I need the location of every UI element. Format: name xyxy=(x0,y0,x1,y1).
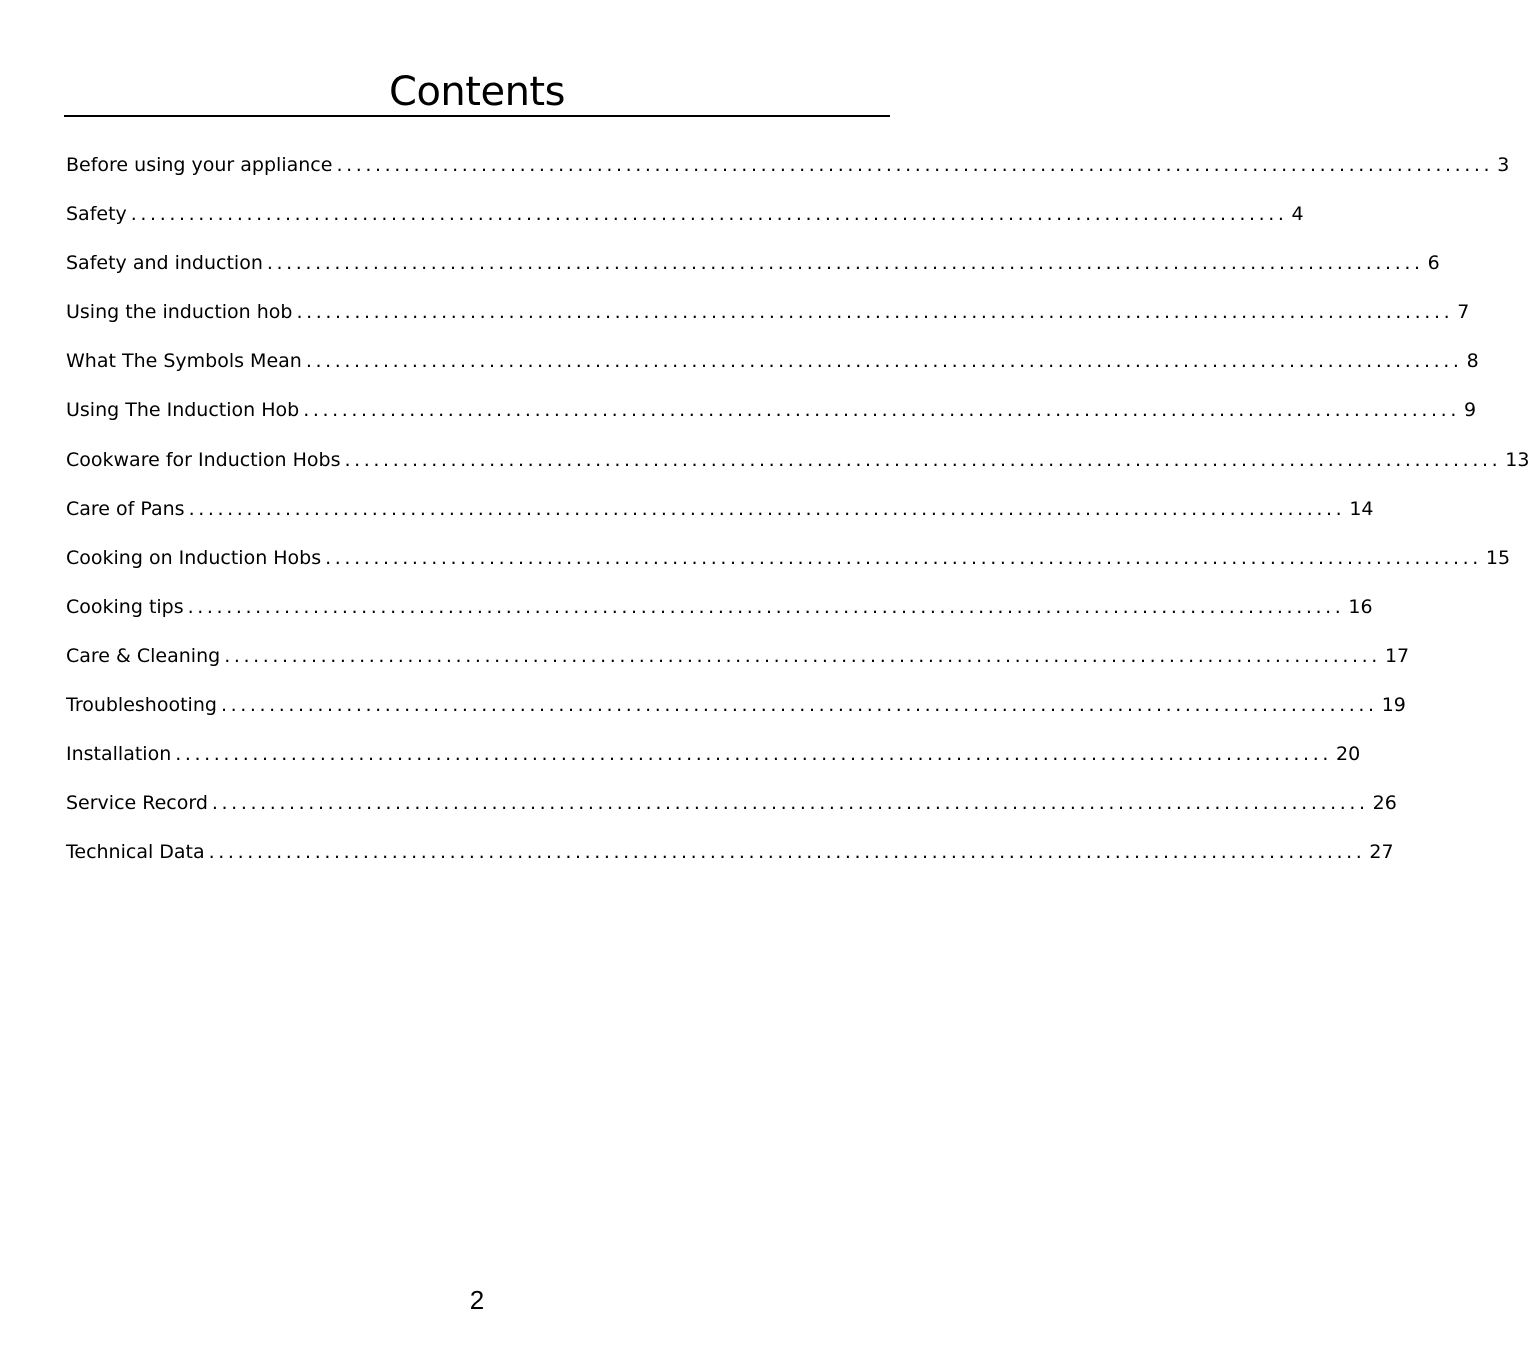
toc-entry-page: 4 xyxy=(1291,203,1304,226)
toc-entry-technical-data[interactable] xyxy=(66,837,1394,886)
dot-leader: ........................................................................................................................ xyxy=(208,841,1366,864)
dot-leader: ........................................................................................................................ xyxy=(344,448,1502,471)
toc-entry-label: Cookware for Induction Hobs xyxy=(66,448,341,471)
toc-entry-page: 13 xyxy=(1505,448,1529,471)
toc-entry-page: 17 xyxy=(1384,644,1410,667)
toc-entry-page: 19 xyxy=(1381,694,1406,717)
toc-entry-page: 15 xyxy=(1485,546,1511,569)
toc-entry-troubleshooting[interactable] xyxy=(66,690,1406,739)
toc-entry-page: 3 xyxy=(1497,154,1510,176)
dot-leader: ........................................................................................................................ xyxy=(220,694,1378,717)
toc-entry-label: Care of Pans xyxy=(66,497,185,520)
toc-entry-cooking-on-induction[interactable] xyxy=(66,543,1511,592)
toc-entry-using-induction-hob[interactable] xyxy=(66,297,1470,346)
toc-entry-label: Cooking tips xyxy=(66,595,184,618)
toc-entry-label: Safety and induction xyxy=(66,252,263,275)
page-number: 2 xyxy=(469,1285,485,1315)
toc-entry-page: 7 xyxy=(1457,301,1470,324)
toc-entry-page: 16 xyxy=(1348,595,1373,618)
dot-leader: ........................................................................................................................ xyxy=(130,203,1288,226)
toc-entry-label: What The Symbols Mean xyxy=(66,350,302,373)
toc-entry-safety-and-induction[interactable] xyxy=(66,248,1440,297)
dot-leader: ........................................................................................................................ xyxy=(305,350,1463,373)
dot-leader: ........................................................................................................................ xyxy=(187,595,1345,618)
dot-leader: ........................................................................................................................ xyxy=(336,154,1494,176)
dot-leader: ........................................................................................................................ xyxy=(266,252,1424,275)
toc-entry-label: Care & Cleaning xyxy=(66,644,221,667)
toc-entry-cooking-tips[interactable] xyxy=(66,592,1373,641)
toc-entry-care-cleaning[interactable] xyxy=(66,641,1410,690)
toc-entry-care-of-pans[interactable] xyxy=(66,494,1374,543)
toc-entry-service-record[interactable] xyxy=(66,788,1397,837)
toc-entry-label: Before using your appliance xyxy=(66,154,333,176)
toc-entry-page: 8 xyxy=(1466,350,1479,373)
dot-leader: ........................................................................................................................ xyxy=(188,497,1346,520)
toc-entry-label: Using the induction hob xyxy=(66,301,293,324)
toc-entry-page: 26 xyxy=(1372,792,1397,815)
toc-entry-label: Troubleshooting xyxy=(66,694,217,717)
dot-leader: ........................................................................................................................ xyxy=(175,743,1332,766)
dot-leader: ........................................................................................................................ xyxy=(224,644,1381,667)
toc-entry-page: 9 xyxy=(1463,399,1477,422)
toc-entry-installation[interactable] xyxy=(66,739,1361,788)
toc-entry-page: 20 xyxy=(1335,743,1361,766)
dot-leader: ........................................................................................................................ xyxy=(303,399,1460,422)
dot-leader: ........................................................................................................................ xyxy=(325,546,1482,569)
toc-entry-label: Cooking on Induction Hobs xyxy=(66,546,322,569)
table-of-contents xyxy=(66,150,1529,886)
toc-entry-label: Safety xyxy=(66,203,127,226)
dot-leader: ........................................................................................................................ xyxy=(211,792,1369,815)
title-underline xyxy=(64,115,890,117)
page-title: Contents xyxy=(389,69,565,115)
toc-entry-label: Installation xyxy=(66,743,172,766)
toc-entry-label: Using The Induction Hob xyxy=(66,399,300,422)
toc-entry-cookware[interactable] xyxy=(66,445,1529,494)
toc-entry-using-the-induction-hob[interactable] xyxy=(66,395,1477,444)
toc-entry-page: 6 xyxy=(1427,252,1440,275)
toc-entry-before-using[interactable] xyxy=(66,150,1510,199)
dot-leader: ........................................................................................................................ xyxy=(296,301,1454,324)
toc-entry-label: Technical Data xyxy=(66,841,205,864)
toc-entry-page: 14 xyxy=(1349,497,1374,520)
toc-entry-safety[interactable] xyxy=(66,199,1304,248)
toc-entry-page: 27 xyxy=(1369,841,1394,864)
toc-entry-label: Service Record xyxy=(66,792,208,815)
toc-entry-symbols[interactable] xyxy=(66,346,1479,395)
